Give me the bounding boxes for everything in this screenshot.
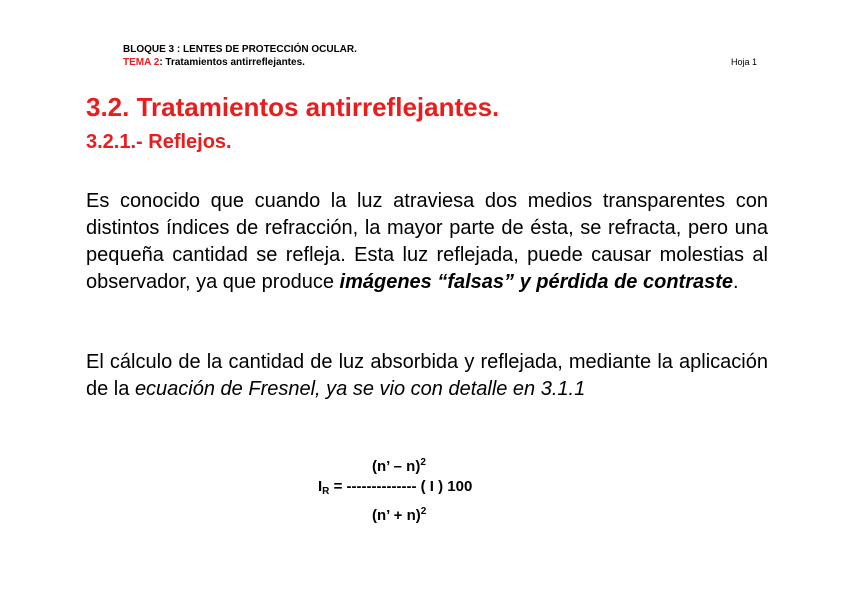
page-number: Hoja 1 (731, 57, 758, 67)
formula-symbol: I (318, 478, 323, 495)
tema-tag: TEMA 2 (123, 57, 160, 68)
formula-fraction-line: = -------------- ( I ) 100 (329, 478, 473, 495)
paragraph-end: . (733, 271, 739, 293)
numerator-exponent: 2 (420, 457, 426, 468)
paragraph-reflejos (86, 188, 768, 296)
formula-main-line (318, 477, 472, 502)
formula-subscript: R (322, 486, 330, 497)
numerator-text: (n’ – n) (372, 458, 421, 475)
section-subtitle: 3.2.1.- Reflejos. (86, 131, 232, 153)
tema-line (123, 56, 357, 69)
section-title: 3.2. Tratamientos antirreflejantes. (86, 92, 500, 122)
paragraph-emphasis: imágenes “falsas” y pérdida de contraste (339, 271, 734, 293)
paragraph-fresnel (86, 349, 768, 403)
bloque-line: BLOQUE 3 : LENTES DE PROTECCIÓN OCULAR. (123, 44, 357, 55)
paragraph-text: Es conocido que cuando la luz atraviesa dos medios transparentes con distintos índices de refracción, la mayor parte de ésta, se refracta, pero una pequeña cantidad se refleja. Esta luz reflejada, puede causar molestias al observador, ya que produce (86, 190, 768, 293)
paragraph-text: El cálculo de la cantidad de luz absorbida y reflejada, mediante la aplicación de la (86, 351, 768, 400)
fresnel-formula (318, 453, 472, 526)
formula-numerator (372, 453, 472, 477)
tema-title: : Tratamientos antirreflejantes. (159, 57, 305, 68)
page-header (123, 43, 357, 69)
denominator-exponent: 2 (420, 506, 427, 517)
denominator-text: (n’ + n) (372, 507, 421, 524)
paragraph-emphasis: ecuación de Fresnel, ya se vio con detalle en 3.1.1 (134, 378, 586, 400)
formula-denominator (372, 502, 472, 526)
